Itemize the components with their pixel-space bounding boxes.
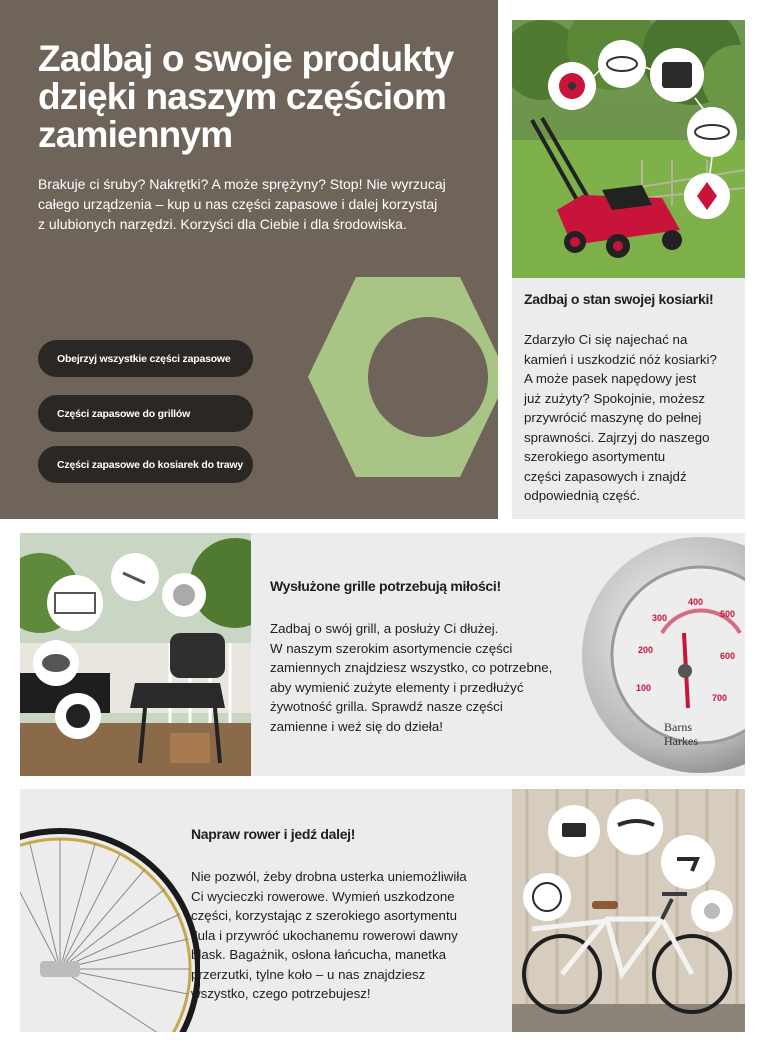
mower-text-line: A może pasek napędowy jest: [524, 371, 697, 386]
grill-parts-button[interactable]: Części zapasowe do grillów: [38, 395, 253, 432]
mower-card: [512, 278, 745, 519]
hex-nut-graphic: [308, 277, 498, 477]
grill-patio-photo: [20, 533, 251, 776]
bike-text-line: blask. Bagażnik, osłona łańcucha, manetka: [191, 947, 447, 962]
gauge-tick-label: 700: [712, 693, 728, 703]
mower-text-line: odpowiednią część.: [524, 488, 641, 503]
grill-text-line: zamienne i weź się do dzieła!: [270, 718, 443, 734]
gauge-tick-label: 300: [652, 613, 668, 623]
hero-description-line: całego urządzenia – kup u nas części zapasowe i dalej korzystaj: [38, 196, 438, 212]
bike-text-line: Nie pozwól, żeby drobna usterka uniemożliwiła: [191, 869, 467, 884]
grill-title: Wysłużone grille potrzebują miłości!: [270, 578, 501, 594]
grill-text-line: W naszym szerokim asortymencie części: [270, 640, 513, 656]
grill-text-line: żywotność grilla. Sprawdź nasze części: [270, 699, 503, 714]
gauge-brand-line: Barns: [664, 720, 692, 734]
bike-text-line: Jula i przywróć ukochanemu rowerowi dawny: [191, 927, 458, 943]
hero-description-line: z ulubionych narzędzi. Korzyści dla Ciebie i dla środowiska.: [38, 216, 407, 232]
hero-banner: [0, 0, 498, 519]
mower-card-title: Zadbaj o stan swojej kosiarki!: [524, 291, 714, 307]
grill-thermometer-photo: [580, 533, 745, 776]
grill-text-line: Zadbaj o swój grill, a posłuży Ci dłużej.: [270, 621, 499, 636]
gauge-tick-label: 100: [636, 683, 652, 693]
all-spare-parts-button[interactable]: Obejrzyj wszystkie części zapasowe: [38, 340, 253, 377]
bike-text-line: przerzutki, tylne koło – u nas znajdziesz: [191, 966, 426, 982]
mower-text-line: Zdarzyło Ci się najechać na: [524, 332, 688, 347]
mower-text-line: części zapasowych i znajdź: [524, 468, 687, 484]
city-bike-photo: [512, 789, 745, 1032]
hero-title-line: zamiennym: [38, 114, 233, 155]
bike-section: [20, 789, 512, 1032]
gauge-tick-label: 500: [720, 609, 736, 619]
gauge-brand-line: Harkes: [664, 734, 698, 748]
hero-title-line: Zadbaj o swoje produkty: [38, 38, 454, 79]
mower-text-line: sprawności. Zajrzyj do naszego: [524, 429, 710, 445]
mower-parts-button[interactable]: Części zapasowe do kosiarek do trawy: [38, 446, 253, 483]
mower-card-text: [524, 330, 733, 506]
gauge-tick-label: 600: [720, 651, 736, 661]
gauge-tick-label: 400: [688, 597, 704, 607]
gauge-tick-label: 200: [638, 645, 654, 655]
mower-text-line: szerokiego asortymentu: [524, 449, 666, 464]
bike-text: [191, 867, 501, 1004]
bike-title: Napraw rower i jedź dalej!: [191, 826, 356, 842]
grill-text-line: aby wymienić zużyte elementy i przedłużyć: [270, 679, 524, 695]
mower-text-line: przywrócić maszynę do pełnej: [524, 410, 702, 425]
grill-text-block: [270, 577, 570, 736]
hero-description: [38, 174, 458, 234]
bicycle-wheel-photo: [20, 789, 200, 1032]
bike-text-line: Ci wycieczki rowerowe. Wymień uszkodzone: [191, 888, 455, 904]
hero-title-line: dzięki naszym częściom: [38, 76, 447, 117]
mower-text-line: kamień i uszkodzić nóż kosiarki?: [524, 351, 717, 367]
grill-section: [20, 533, 745, 776]
bike-text-line: części, korzystając z szerokiego asortymentu: [191, 908, 458, 923]
bike-text-line: wszystko, czego potrzebujesz!: [191, 986, 371, 1001]
grill-text-line: zamiennych znajdziesz wszystko, co potrzebne,: [270, 660, 553, 675]
hero-title: [38, 40, 478, 154]
mower-text-line: już zużyty? Spokojnie, możesz: [524, 390, 706, 406]
bike-text-block: [191, 825, 501, 1004]
grill-text: [270, 619, 570, 736]
hero-description-line: Brakuje ci śruby? Nakrętki? A może sprężyny? Stop! Nie wyrzucaj: [38, 176, 446, 192]
lawn-mower-photo: [512, 20, 745, 278]
